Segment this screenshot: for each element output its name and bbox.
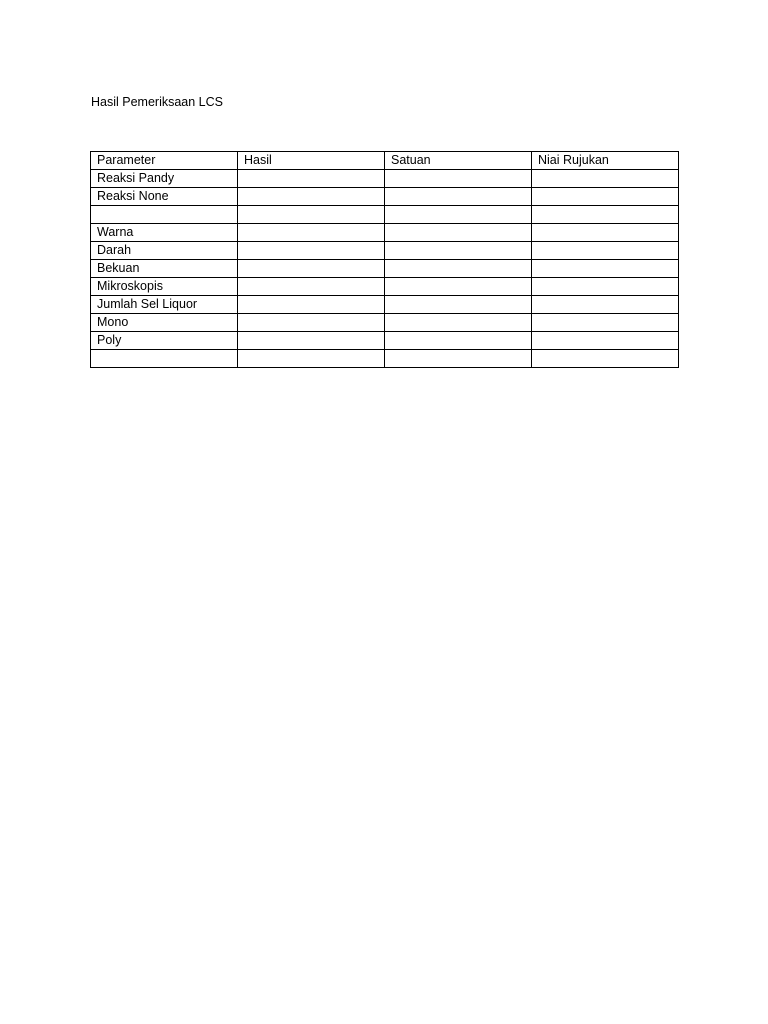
lab-results-table [90,151,679,368]
cell-nilai-rujukan [532,170,679,188]
document-title: Hasil Pemeriksaan LCS [91,95,223,109]
table-row [91,206,679,224]
header-cell-hasil: Hasil [238,152,385,170]
header-cell-parameter: Parameter [91,152,238,170]
table-row [91,278,679,296]
table-row [91,242,679,260]
cell-hasil [238,332,385,350]
table-body [91,152,679,368]
cell-hasil [238,188,385,206]
table-row [91,224,679,242]
table-row [91,296,679,314]
cell-satuan [385,296,532,314]
cell-satuan [385,206,532,224]
cell-parameter: Reaksi Pandy [91,170,238,188]
cell-satuan [385,314,532,332]
cell-nilai-rujukan [532,206,679,224]
cell-parameter: Poly [91,332,238,350]
cell-nilai-rujukan [532,188,679,206]
cell-nilai-rujukan [532,224,679,242]
cell-parameter: Reaksi None [91,188,238,206]
cell-parameter: Jumlah Sel Liquor [91,296,238,314]
cell-satuan [385,278,532,296]
cell-satuan [385,332,532,350]
cell-satuan [385,188,532,206]
cell-parameter: Mikroskopis [91,278,238,296]
cell-parameter: Bekuan [91,260,238,278]
table-row [91,260,679,278]
cell-nilai-rujukan [532,260,679,278]
cell-hasil [238,260,385,278]
cell-hasil [238,206,385,224]
cell-satuan [385,350,532,368]
cell-parameter: Mono [91,314,238,332]
table-row [91,350,679,368]
cell-hasil [238,242,385,260]
cell-hasil [238,278,385,296]
cell-parameter [91,206,238,224]
table-row [91,188,679,206]
table-row [91,314,679,332]
cell-nilai-rujukan [532,242,679,260]
cell-hasil [238,296,385,314]
cell-satuan [385,260,532,278]
cell-parameter: Darah [91,242,238,260]
cell-hasil [238,224,385,242]
cell-nilai-rujukan [532,314,679,332]
table-row [91,170,679,188]
cell-nilai-rujukan [532,332,679,350]
cell-hasil [238,170,385,188]
cell-satuan [385,242,532,260]
cell-satuan [385,170,532,188]
cell-hasil [238,350,385,368]
table-row [91,332,679,350]
cell-parameter [91,350,238,368]
header-cell-nilai-rujukan: Niai Rujukan [532,152,679,170]
cell-hasil [238,314,385,332]
table-header-row [91,152,679,170]
cell-nilai-rujukan [532,350,679,368]
header-cell-satuan: Satuan [385,152,532,170]
cell-nilai-rujukan [532,278,679,296]
cell-satuan [385,224,532,242]
cell-nilai-rujukan [532,296,679,314]
cell-parameter: Warna [91,224,238,242]
